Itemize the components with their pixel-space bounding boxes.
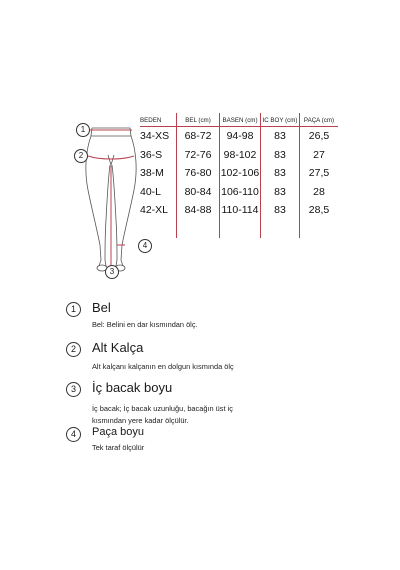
legend-title: Bel [92, 300, 111, 315]
cell-basen: 110-114 [220, 201, 261, 220]
header-beden: BEDEN [140, 113, 177, 127]
cell-bel: 72-76 [177, 146, 220, 165]
header-paca: PAÇA (cm) [300, 113, 339, 127]
legend-num: 4 [66, 427, 81, 442]
cell-size: 40-L [140, 185, 162, 198]
header-bel: BEL (cm) [177, 113, 220, 127]
table-row [140, 183, 338, 202]
cell-size: 42-XL [140, 204, 169, 217]
size-table [140, 113, 338, 238]
legend-title: İç bacak boyu [92, 380, 173, 395]
legend-num: 2 [66, 342, 81, 357]
legend-num: 3 [66, 382, 81, 397]
cell-bel: 68-72 [177, 127, 220, 146]
cell-ic-boy: 83 [261, 183, 300, 202]
header-basen: BASEN (cm) [220, 113, 261, 127]
cell-basen: 102-106 [220, 164, 261, 183]
legend-desc: Bel: Belini en dar kısmından ölç. [92, 320, 198, 329]
table-row [140, 201, 338, 220]
marker-4: 4 [138, 239, 152, 253]
cell-size: 36-S [140, 148, 163, 161]
table-row [140, 164, 338, 183]
cell-bel: 76-80 [177, 164, 220, 183]
cell-size: 34-XS [140, 130, 170, 143]
legend-num: 1 [66, 302, 81, 317]
cell-size: 38-M [140, 167, 164, 180]
header-ic-boy: IC BOY (cm) [261, 113, 300, 127]
legend-desc: Tek taraf ölçülür [92, 443, 145, 452]
cell-ic-boy: 83 [261, 164, 300, 183]
cell-basen: 98-102 [220, 146, 261, 165]
cell-paca: 27 [300, 146, 339, 165]
table-header-row [140, 113, 338, 127]
legend-title: Alt Kalça [92, 340, 144, 355]
legend-desc: Alt kalçanı kalçanın en dolgun kısmında ölç [92, 362, 234, 371]
table-row [140, 127, 338, 146]
cell-paca: 28 [300, 183, 339, 202]
legend-title: Paça boyu [92, 426, 144, 438]
marker-2: 2 [74, 149, 88, 163]
cell-basen: 94-98 [220, 127, 261, 146]
marker-1: 1 [76, 123, 90, 137]
cell-paca: 28,5 [300, 201, 339, 220]
cell-bel: 84-88 [177, 201, 220, 220]
cell-basen: 106-110 [220, 183, 261, 202]
cell-bel: 80-84 [177, 183, 220, 202]
cell-ic-boy: 83 [261, 146, 300, 165]
cell-paca: 27,5 [300, 164, 339, 183]
cell-ic-boy: 83 [261, 127, 300, 146]
cell-paca: 26,5 [300, 127, 339, 146]
marker-3: 3 [105, 265, 119, 279]
leg-figure [70, 110, 150, 285]
table-spacer-row [140, 220, 338, 239]
cell-ic-boy: 83 [261, 201, 300, 220]
legend-desc: İç bacak; İç bacak uzunluğu, bacağın üst iç kısmından yere kadar ölçülür. [92, 404, 233, 425]
table-row [140, 146, 338, 165]
